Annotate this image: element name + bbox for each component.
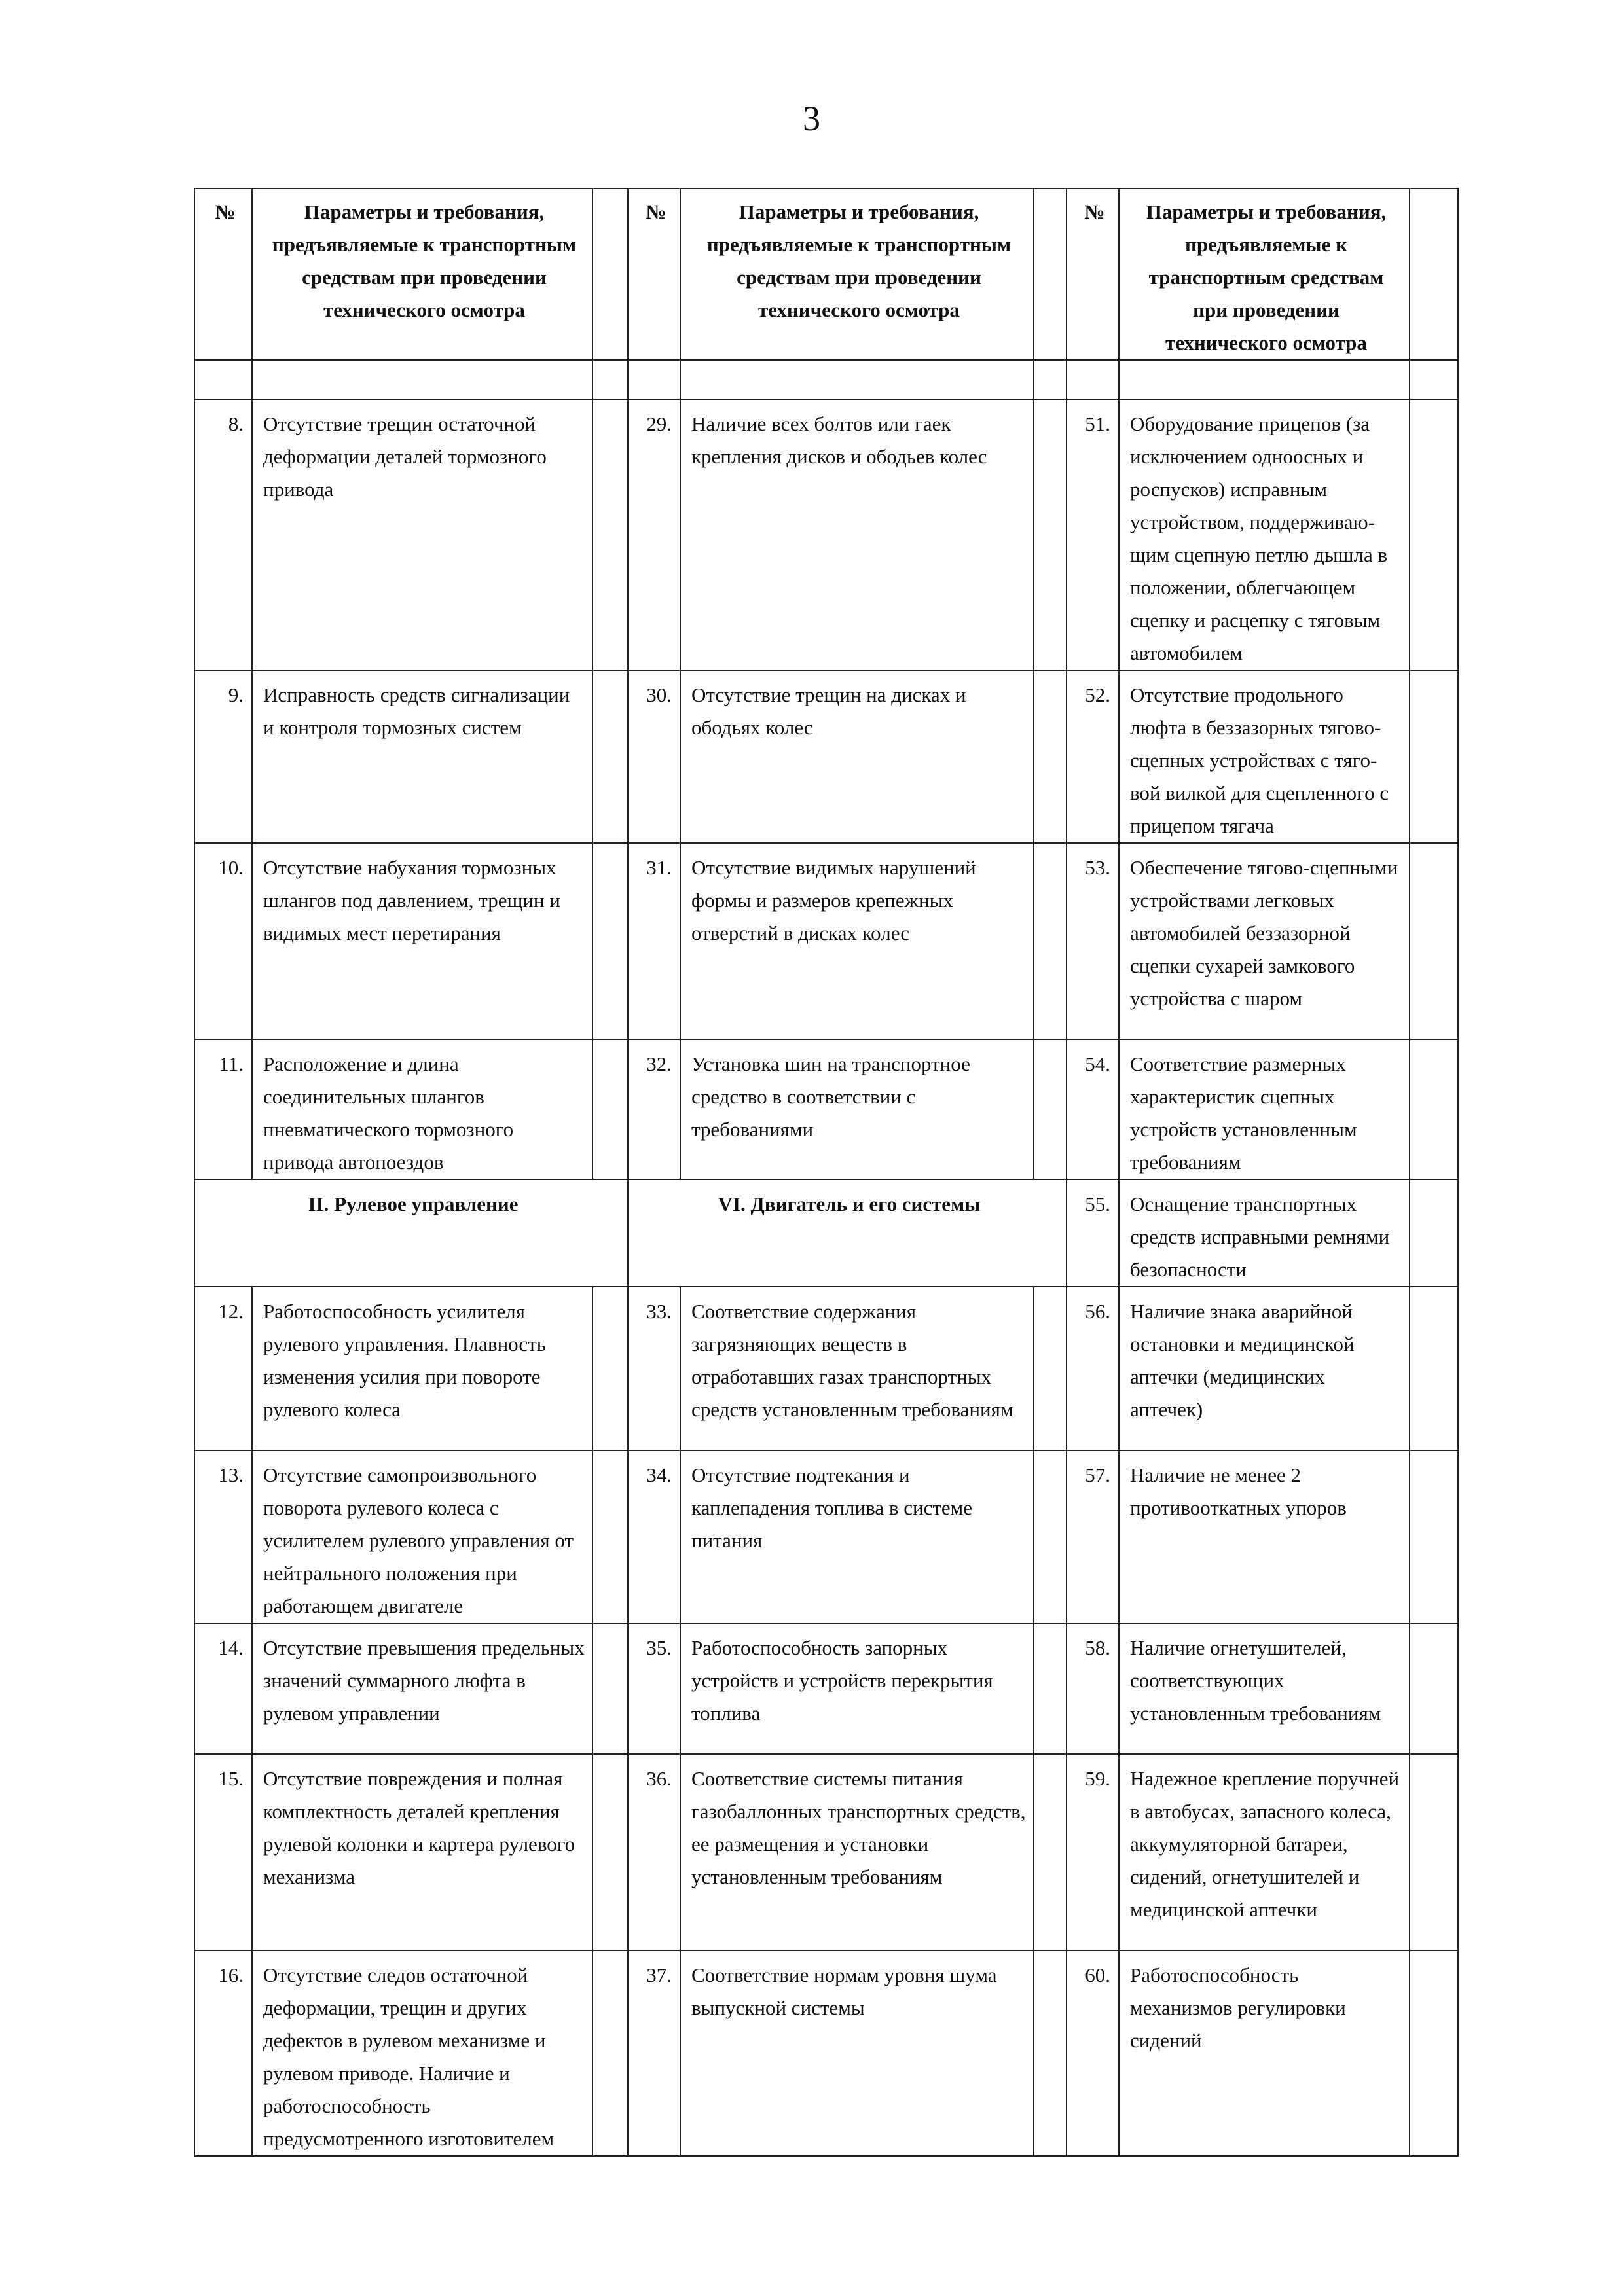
mark-cell	[1034, 670, 1067, 843]
item-text: Отсутствие самопроизвольного поворота рулевого колеса с усилителем рулевого управления от нейтрального положения при работающем двигателе	[252, 1450, 593, 1623]
item-number: 30.	[628, 670, 680, 843]
item-number: 11.	[194, 1039, 252, 1179]
mark-cell	[1034, 1950, 1067, 2156]
item-text: Работоспособность запорных устройств и устройств перекрытия топлива	[680, 1623, 1034, 1754]
item-text: Отсутствие видимых нарушений формы и размеров крепежных отверстий в дисках колес	[680, 843, 1034, 1039]
table-row	[194, 670, 1458, 843]
item-text: Оборудование прицепов (за исключением одноосных и роспусков) исправным устройством, поддерживаю-щим сцепную петлю дышла в положении, облегчающем сцепку и расцепку с тяговым автомобилем	[1119, 399, 1410, 670]
mark-cell	[1410, 1039, 1458, 1179]
item-number: 51.	[1067, 399, 1119, 670]
item-number: 58.	[1067, 1623, 1119, 1754]
header-number: №	[194, 188, 252, 360]
header-requirements: Параметры и требования, предъявляемые к транспортным средствам при проведении технического осмотра	[680, 188, 1034, 360]
mark-cell	[593, 399, 628, 670]
item-number: 9.	[194, 670, 252, 843]
item-number: 57.	[1067, 1450, 1119, 1623]
item-text: Исправность средств сигнализации и контроля тормозных систем	[252, 670, 593, 843]
header-requirements: Параметры и требования, предъявляемые к транспортным средствам при проведении технического осмотра	[252, 188, 593, 360]
header-blank	[593, 188, 628, 360]
mark-cell	[1410, 670, 1458, 843]
item-text: Отсутствие трещин остаточной деформации деталей тормозного привода	[252, 399, 593, 670]
section-heading: II. Рулевое управление	[194, 1179, 628, 1287]
item-number: 31.	[628, 843, 680, 1039]
section-heading: VI. Двигатель и его системы	[628, 1179, 1067, 1287]
mark-cell	[1410, 1450, 1458, 1623]
item-text: Наличие не менее 2 противооткатных упоров	[1119, 1450, 1410, 1623]
item-number: 34.	[628, 1450, 680, 1623]
item-text: Наличие знака аварийной остановки и медицинской аптечки (медицинских аптечек)	[1119, 1287, 1410, 1450]
item-number: 60.	[1067, 1950, 1119, 2156]
item-number: 32.	[628, 1039, 680, 1179]
item-number: 15.	[194, 1754, 252, 1950]
item-number: 13.	[194, 1450, 252, 1623]
header-blank	[1410, 188, 1458, 360]
item-number: 37.	[628, 1950, 680, 2156]
item-text: Отсутствие следов остаточной деформации, трещин и других дефектов в рулевом механизме и рулевом приводе. Наличие и работоспособность предусмотренного изготовителем	[252, 1950, 593, 2156]
item-number: 33.	[628, 1287, 680, 1450]
mark-cell	[593, 1039, 628, 1179]
mark-cell	[1034, 1450, 1067, 1623]
item-text: Наличие всех болтов или гаек крепления дисков и ободьев колес	[680, 399, 1034, 670]
mark-cell	[593, 1754, 628, 1950]
mark-cell	[1034, 399, 1067, 670]
mark-cell	[1034, 843, 1067, 1039]
item-text: Наличие огнетушителей, соответствующих установленным требованиям	[1119, 1623, 1410, 1754]
mark-cell	[1034, 1039, 1067, 1179]
mark-cell	[1410, 1754, 1458, 1950]
item-number: 36.	[628, 1754, 680, 1950]
table-row	[194, 1287, 1458, 1450]
mark-cell	[1410, 1287, 1458, 1450]
item-text: Соответствие размерных характеристик сцепных устройств установленным требованиям	[1119, 1039, 1410, 1179]
item-text: Отсутствие подтекания и каплепадения топлива в системе питания	[680, 1450, 1034, 1623]
mark-cell	[1410, 399, 1458, 670]
table-row	[194, 1950, 1458, 2156]
item-number: 55.	[1067, 1179, 1119, 1287]
table-row	[194, 1623, 1458, 1754]
inspection-requirements-table	[194, 188, 1459, 2157]
item-number: 12.	[194, 1287, 252, 1450]
item-number: 8.	[194, 399, 252, 670]
table-header-row	[194, 188, 1458, 360]
item-number: 54.	[1067, 1039, 1119, 1179]
item-text: Отсутствие продольного люфта в беззазорных тягово-сцепных устройствах с тяго-вой вилкой для сцепленного с прицепом тягача	[1119, 670, 1410, 843]
table-row	[194, 1179, 1458, 1287]
item-text: Соответствие нормам уровня шума выпускной системы	[680, 1950, 1034, 2156]
header-number: №	[1067, 188, 1119, 360]
item-number: 29.	[628, 399, 680, 670]
item-text: Работоспособность усилителя рулевого управления. Плавность изменения усилия при повороте рулевого колеса	[252, 1287, 593, 1450]
item-number: 14.	[194, 1623, 252, 1754]
mark-cell	[1410, 1950, 1458, 2156]
table-row	[194, 399, 1458, 670]
mark-cell	[1034, 1754, 1067, 1950]
mark-cell	[593, 843, 628, 1039]
mark-cell	[593, 1623, 628, 1754]
mark-cell	[1034, 1287, 1067, 1450]
item-number: 59.	[1067, 1754, 1119, 1950]
item-text: Отсутствие набухания тормозных шлангов под давлением, трещин и видимых мест перетирания	[252, 843, 593, 1039]
header-blank	[1034, 188, 1067, 360]
mark-cell	[593, 1287, 628, 1450]
item-text: Надежное крепление поручней в автобусах, запасного колеса, аккумуляторной батареи, сидений, огнетушителей и медицинской аптечки	[1119, 1754, 1410, 1950]
item-text: Работоспособность механизмов регулировки сидений	[1119, 1950, 1410, 2156]
mark-cell	[1410, 1179, 1458, 1287]
header-spacer-row	[194, 360, 1458, 399]
item-text: Расположение и длина соединительных шлангов пневматического тормозного привода автопоездов	[252, 1039, 593, 1179]
item-text: Соответствие содержания загрязняющих веществ в отработавших газах транспортных средств установленным требованиям	[680, 1287, 1034, 1450]
item-number: 35.	[628, 1623, 680, 1754]
table-row	[194, 1450, 1458, 1623]
mark-cell	[1034, 1623, 1067, 1754]
mark-cell	[593, 1450, 628, 1623]
item-number: 56.	[1067, 1287, 1119, 1450]
item-number: 16.	[194, 1950, 252, 2156]
item-text: Соответствие системы питания газобаллонных транспортных средств, ее размещения и установки установленным требованиям	[680, 1754, 1034, 1950]
item-text: Отсутствие превышения предельных значений суммарного люфта в рулевом управлении	[252, 1623, 593, 1754]
mark-cell	[1410, 1623, 1458, 1754]
mark-cell	[1410, 843, 1458, 1039]
mark-cell	[593, 670, 628, 843]
mark-cell	[593, 1950, 628, 2156]
item-number: 52.	[1067, 670, 1119, 843]
header-number: №	[628, 188, 680, 360]
table-row	[194, 843, 1458, 1039]
table-row	[194, 1039, 1458, 1179]
item-text: Отсутствие повреждения и полная комплектность деталей крепления рулевой колонки и картера рулевого механизма	[252, 1754, 593, 1950]
item-number: 53.	[1067, 843, 1119, 1039]
item-text: Обеспечение тягово-сцепными устройствами легковых автомобилей беззазорной сцепки сухарей замкового устройства с шаром	[1119, 843, 1410, 1039]
item-number: 10.	[194, 843, 252, 1039]
item-text: Отсутствие трещин на дисках и ободьях колес	[680, 670, 1034, 843]
item-text: Установка шин на транспортное средство в соответствии с требованиями	[680, 1039, 1034, 1179]
page-number: 3	[803, 99, 820, 138]
table-row	[194, 1754, 1458, 1950]
header-requirements: Параметры и требования, предъявляемые к транспортным средствам при проведении технического осмотра	[1119, 188, 1410, 360]
item-text: Оснащение транспортных средств исправными ремнями безопасности	[1119, 1179, 1410, 1287]
